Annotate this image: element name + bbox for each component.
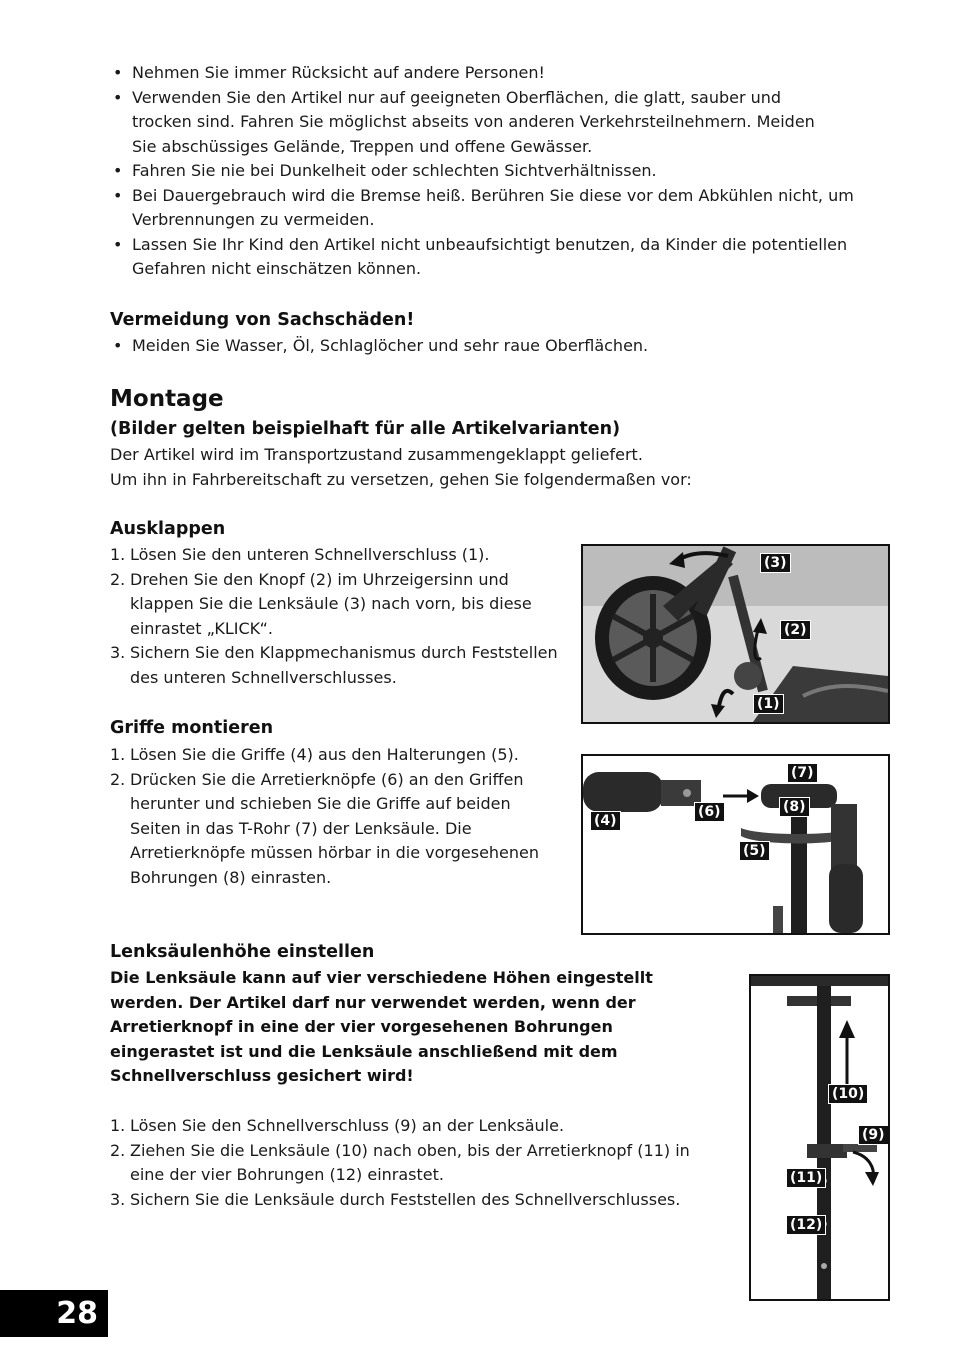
step-number: 2. [110, 1140, 126, 1160]
lenksaeule-warning: Die Lenksäule kann auf vier verschiedene Höhen eingestellt werden. Der Artikel darf nur verwendet werden, wenn der Arretierknopf in eine der vier vorgesehenen Bohrungen eingerastet ist und die Lenksäule anschließend mit dem Schnellverschluss gesichert wird! [110, 968, 653, 1085]
bullet-text: Meiden Sie Wasser, Öl, Schlaglöcher und sehr raue Oberflächen. [132, 336, 649, 355]
label-4: (4) [590, 811, 621, 831]
step-text: Sichern Sie die Lenksäule durch Feststellen des Schnellverschlusses. [130, 1189, 681, 1209]
step-number: 2. [110, 769, 126, 789]
montage-subtitle: (Bilder gelten beispielhaft für alle Artikelvarianten) [110, 419, 621, 439]
ausklappen-figure [581, 544, 890, 724]
label-6: (6) [694, 802, 725, 822]
intro-line: Um ihn in Fahrbereitschaft zu versetzen, gehen Sie folgendermaßen vor: [110, 469, 692, 489]
step-item [110, 568, 550, 642]
intro-line: Der Artikel wird im Transportzustand zusammengeklappt geliefert. [110, 445, 643, 464]
label-5: (5) [739, 841, 770, 861]
label-3: (3) [760, 553, 791, 573]
page-number: 28 [0, 1290, 108, 1337]
griffe-heading: Griffe montieren [110, 718, 274, 738]
list-item [110, 184, 862, 233]
lenksaeule-heading: Lenksäulenhöhe einstellen [110, 942, 375, 962]
step-item [110, 641, 562, 690]
lenksaeule-figure [749, 974, 890, 1301]
step-text: Drücken Sie die Arretierknöpfe (6) an den Griffen herunter und schieben Sie die Griffe auf beiden Seiten in das T-Rohr (7) der Lenksäule. Die Arretierknöpfe müssen hörbar in die vorgesehenen Bohrungen (8) einrasten. [130, 769, 540, 887]
step-text: Lösen Sie den unteren Schnellverschluss (1). [130, 545, 490, 564]
step-item [110, 1188, 700, 1213]
step-text: Ziehen Sie die Lenksäule (10) nach oben, bis der Arretierknopf (11) in eine der vier Bohrungen (12) einrastet. [130, 1140, 690, 1184]
bullet-text: Fahren Sie nie bei Dunkelheit oder schlechten Sichtverhältnissen. [132, 161, 657, 180]
step-text: Sichern Sie den Klappmechanismus durch Feststellen des unteren Schnellverschlusses. [130, 643, 558, 687]
montage-title: Montage [110, 386, 224, 412]
step-text: Lösen Sie die Griffe (4) aus den Halterungen (5). [130, 745, 519, 764]
scooter-fold-illustration [583, 546, 888, 722]
bullet-text: Verwenden Sie den Artikel nur auf geeigneten Oberflächen, die glatt, sauber und trocken sind. Fahren Sie möglichst abseits von anderen Verkehrsteilnehmern. Meiden Sie abschüssiges Gelände, Treppen und offene Gewässer. [132, 87, 815, 156]
label-10: (10) [828, 1084, 868, 1104]
safety-list [110, 61, 870, 282]
label-11: (11) [786, 1168, 826, 1188]
step-item [110, 768, 540, 891]
label-9: (9) [858, 1125, 889, 1145]
step-number: 1. [110, 1116, 126, 1135]
ausklappen-steps [110, 543, 562, 690]
step-item [110, 743, 540, 768]
step-number: 1. [110, 745, 126, 764]
bullet-text: Nehmen Sie immer Rücksicht auf andere Personen! [132, 63, 545, 82]
label-7: (7) [787, 763, 818, 783]
step-text: Drehen Sie den Knopf (2) im Uhrzeigersinn und klappen Sie die Lenksäule (3) nach vorn, bis diese einrastet „KLICK“. [130, 569, 532, 638]
label-2: (2) [780, 620, 811, 640]
damage-heading: Vermeidung von Sachschäden! [110, 310, 415, 330]
damage-bullet [110, 334, 832, 359]
step-number: 1. [110, 545, 126, 564]
lenksaeule-steps [110, 1114, 700, 1212]
step-number: 2. [110, 569, 126, 589]
list-item [110, 233, 882, 282]
step-text: Lösen Sie den Schnellverschluss (9) an der Lenksäule. [130, 1116, 565, 1135]
griffe-figure [581, 754, 890, 935]
bullet-text: Lassen Sie Ihr Kind den Artikel nicht unbeaufsichtigt benutzen, da Kinder die potentiellen Gefahren nicht einschätzen können. [132, 234, 848, 278]
step-item [110, 1114, 700, 1139]
step-item [110, 543, 562, 568]
bullet-text: Bei Dauergebrauch wird die Bremse heiß. Berühren Sie diese vor dem Abkühlen nicht, um Verbrennungen zu vermeiden. [132, 185, 854, 229]
label-1: (1) [753, 694, 784, 714]
list-item [110, 86, 822, 160]
step-item [110, 1139, 690, 1188]
step-number: 3. [110, 1189, 126, 1209]
montage-intro [110, 443, 810, 492]
ausklappen-heading: Ausklappen [110, 519, 226, 539]
list-item [110, 159, 870, 184]
label-8: (8) [779, 797, 810, 817]
griffe-steps [110, 743, 540, 890]
list-item [110, 61, 870, 86]
label-12: (12) [786, 1215, 826, 1235]
step-number: 3. [110, 643, 126, 662]
grip-assembly-illustration [583, 756, 888, 933]
